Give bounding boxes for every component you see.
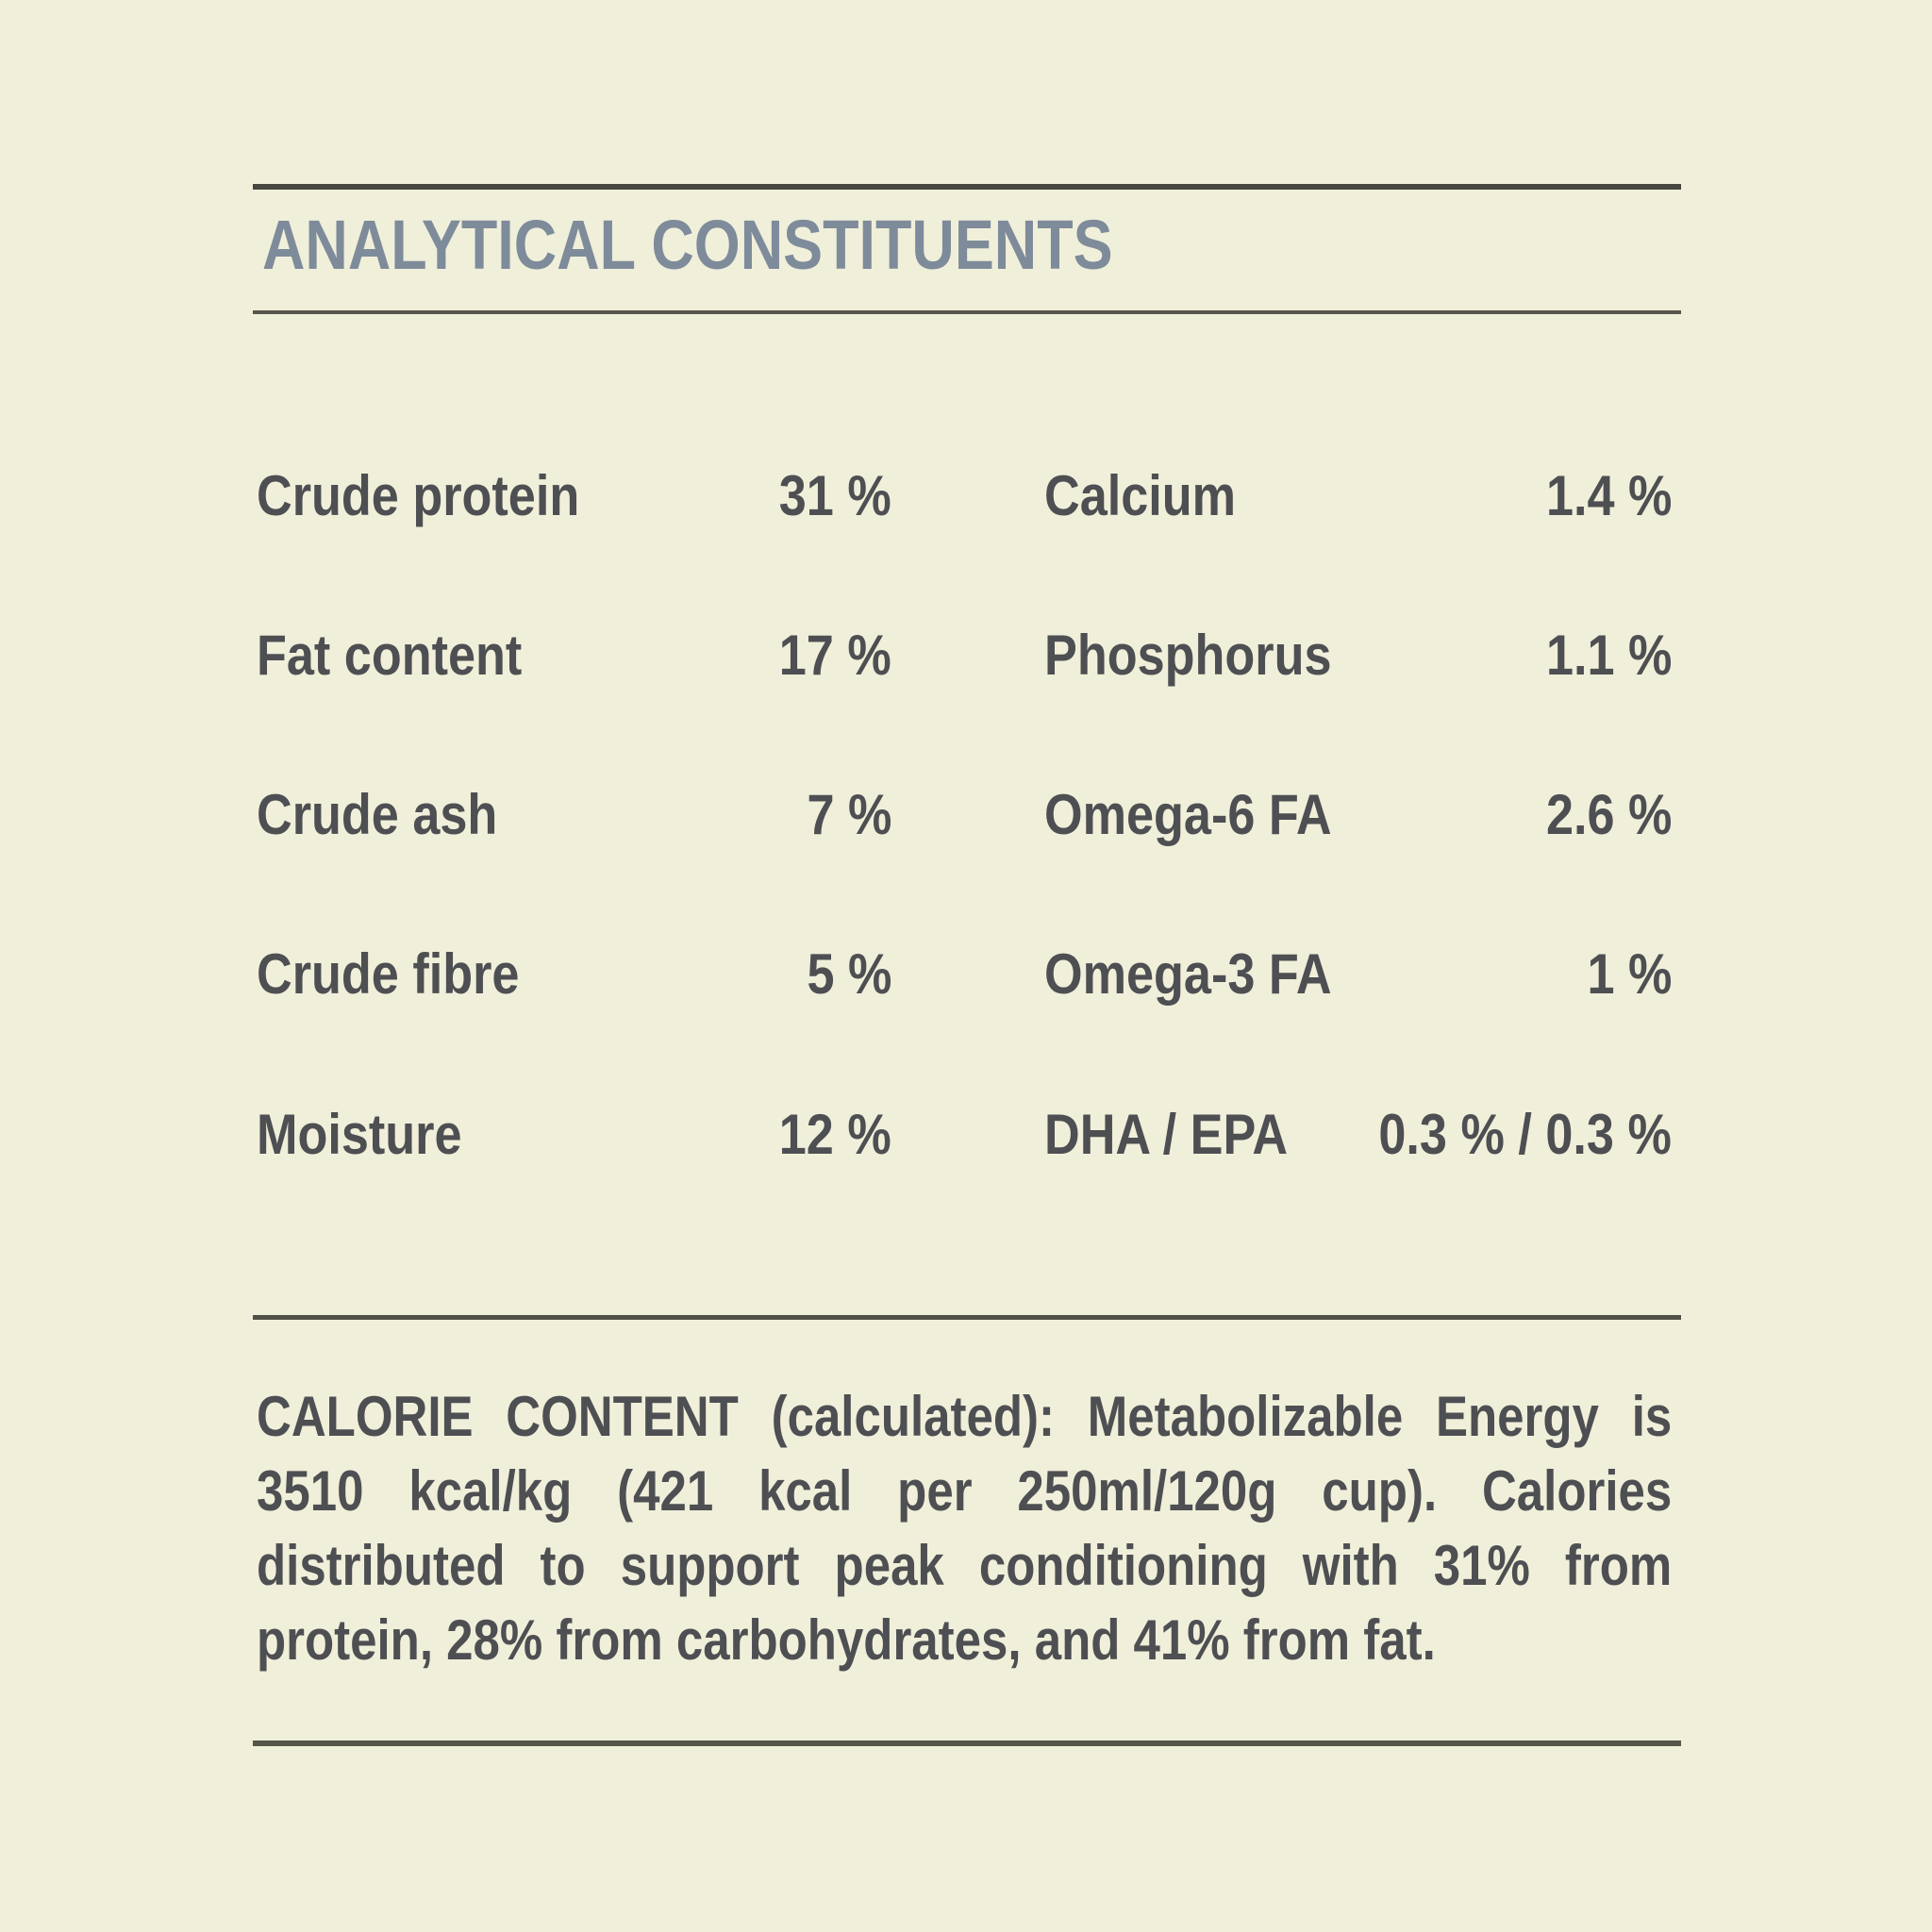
table-row [257, 783, 1672, 846]
constituent-pair [257, 783, 891, 846]
constituent-pair [1044, 1103, 1672, 1166]
constituent-pair [1044, 783, 1672, 846]
calorie-line: distributed to support peak conditioning with 31% from [257, 1534, 1673, 1597]
constituent-pair [1044, 942, 1672, 1006]
constituent-value: 12 % [779, 1103, 891, 1166]
constituent-pair [257, 942, 891, 1006]
constituent-value: 2.6 % [1545, 783, 1672, 846]
constituent-name: Crude ash [257, 783, 498, 846]
constituent-name: DHA / EPA [1044, 1103, 1289, 1166]
calorie-line: protein, 28% from carbohydrates, and 41% from fat. [257, 1608, 1436, 1672]
constituent-name: Fat content [257, 624, 523, 687]
constituent-name: Omega-3 FA [1044, 942, 1332, 1006]
constituent-name: Moisture [257, 1103, 462, 1166]
calorie-content-section [257, 1379, 1672, 1677]
constituent-pair [257, 464, 891, 527]
table-row [257, 464, 1672, 527]
constituent-pair [1044, 624, 1672, 687]
constituent-value: 7 % [807, 783, 891, 846]
constituent-value: 5 % [807, 942, 891, 1006]
constituent-name: Crude protein [257, 464, 580, 527]
calorie-line: CALORIE CONTENT (calculated): Metabolizable Energy is [257, 1385, 1673, 1448]
constituent-name: Phosphorus [1044, 624, 1332, 687]
constituent-pair [257, 624, 891, 687]
table-row [257, 624, 1672, 687]
table-row [257, 942, 1672, 1006]
constituent-pair [1044, 464, 1672, 527]
constituent-pair [257, 1103, 891, 1166]
table-row [257, 1103, 1672, 1166]
divider-bottom [253, 1740, 1681, 1746]
constituent-value: 1 % [1587, 942, 1672, 1006]
constituent-value: 1.1 % [1545, 624, 1672, 687]
constituent-name: Calcium [1044, 464, 1237, 527]
constituent-value: 1.4 % [1545, 464, 1672, 527]
divider-mid [253, 1315, 1681, 1320]
constituent-value: 17 % [779, 624, 891, 687]
page-title-text: ANALYTICAL CONSTITUENTS [262, 206, 1113, 284]
constituent-value: 0.3 % / 0.3 % [1378, 1103, 1672, 1166]
calorie-content-paragraph [257, 1379, 1672, 1677]
constituent-value: 31 % [779, 464, 891, 527]
constituent-name: Omega-6 FA [1044, 783, 1332, 846]
constituent-name: Crude fibre [257, 942, 520, 1006]
calorie-line: 3510 kcal/kg (421 kcal per 250ml/120g cup). Calories [257, 1459, 1673, 1523]
